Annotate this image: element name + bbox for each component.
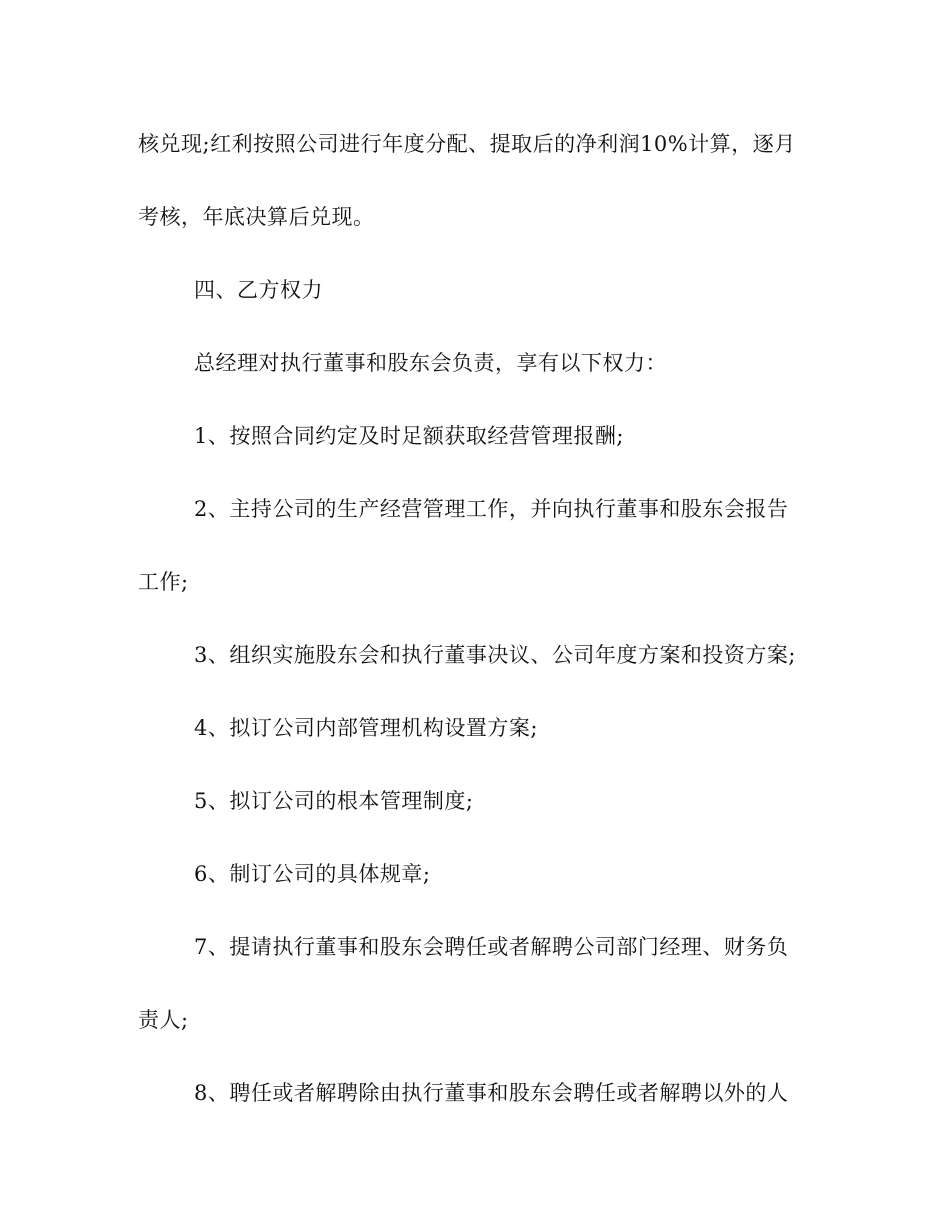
list-item: 5、拟订公司的根本管理制度; [194,789,474,813]
list-item-continuation: 责人; [138,1008,189,1032]
list-item: 1、按照合同约定及时足额获取经营管理报酬; [194,424,624,448]
list-item-continuation: 工作; [138,570,189,594]
list-item: 7、提请执行董事和股东会聘任或者解聘公司部门经理、财务负 [194,935,789,959]
paragraph-line: 总经理对执行董事和股东会负责，享有以下权力： [194,351,667,375]
paragraph-line: 核兑现;红利按照公司进行年度分配、提取后的净利润10%计算，逐月 [138,132,796,156]
list-item: 6、制订公司的具体规章; [194,862,431,886]
section-heading: 四、乙方权力 [194,278,323,302]
list-item: 4、拟订公司内部管理机构设置方案; [194,716,538,740]
paragraph-line: 考核，年底决算后兑现。 [138,205,375,229]
list-item: 8、聘任或者解聘除由执行董事和股东会聘任或者解聘以外的人 [194,1081,789,1105]
list-item: 3、组织实施股东会和执行董事决议、公司年度方案和投资方案; [194,643,796,667]
list-item: 2、主持公司的生产经营管理工作，并向执行董事和股东会报告 [194,497,789,521]
